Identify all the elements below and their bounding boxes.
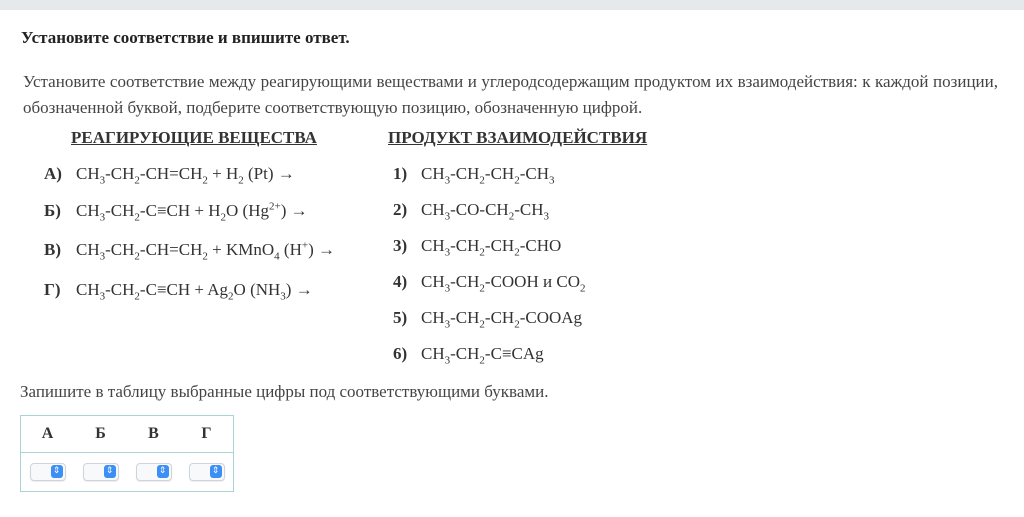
answer-header-b: Б <box>95 425 106 442</box>
answer-select-b[interactable] <box>83 463 119 481</box>
reactant-formula: $CH_3-CH_2-CH=CH_2 + H_2$ (Pt) → <box>76 164 295 187</box>
reactant-row-b <box>44 200 308 224</box>
reactant-key: Б) <box>44 201 61 220</box>
answer-cell-a <box>21 453 75 492</box>
task-instructions: Установите соответствие между реагирующими веществами и углеродсодержащим продуктом их взаимодействия: к каждой позиции, обозначенной буквой, подберите соответствующую позицию, обозначенную цифрой. <box>23 72 998 117</box>
reactant-row-a <box>44 164 295 187</box>
answer-select-v[interactable] <box>136 463 172 481</box>
answer-header-v: В <box>148 425 159 442</box>
top-bar <box>0 0 1024 10</box>
answer-header-a: А <box>41 425 54 442</box>
answer-cell-b <box>74 453 127 492</box>
product-key: 4) <box>393 272 408 291</box>
answer-table <box>20 415 234 492</box>
product-key: 5) <box>393 308 408 327</box>
answer-header-g: Г <box>201 425 212 442</box>
product-row-2 <box>393 200 549 223</box>
reactant-key: В) <box>44 240 61 259</box>
reactants-column-header: РЕАГИРУЮЩИЕ ВЕЩЕСТВА <box>71 128 317 147</box>
product-key: 1) <box>393 164 408 183</box>
answer-cell-v <box>127 453 180 492</box>
product-row-4 <box>393 272 586 295</box>
answer-instruction: Запишите в таблицу выбранные цифры под соответствующими буквами. <box>20 382 549 401</box>
products-column-header: ПРОДУКТ ВЗАИМОДЕЙСТВИЯ <box>388 128 648 147</box>
product-row-5 <box>393 308 583 331</box>
updown-chevron-icon: ⇕ <box>51 465 63 478</box>
product-formula: $CH_3-CH_2-CH_2$-COOAg <box>421 308 583 331</box>
reactant-row-v <box>44 239 335 263</box>
reactant-formula: $CH_3-CH_2-C\equiv CH + H_2O$ $(Hg^{2+})$ → <box>76 200 308 224</box>
product-formula: $CH_3-CH_2-C\equiv CAg$ <box>421 344 544 367</box>
reactant-key: Г) <box>44 280 61 299</box>
reactant-formula: $CH_3-CH_2-CH=CH_2$ + KMnO$_4$ (H+) → <box>76 239 335 263</box>
reactant-formula: $CH_3-CH_2-C\equiv CH + Ag_2O$ $(NH_3)$ → <box>76 280 313 303</box>
answer-cell-g <box>180 453 234 492</box>
product-row-3 <box>393 236 562 259</box>
product-key: 6) <box>393 344 408 363</box>
updown-chevron-icon: ⇕ <box>157 465 169 478</box>
product-formula: $CH_3-CO-CH_2-CH_3$ <box>421 200 549 223</box>
product-formula: $CH_3-CH_2$-COOH и $CO_2$ <box>421 272 586 295</box>
product-key: 3) <box>393 236 408 255</box>
reactant-row-g <box>44 280 313 303</box>
product-formula: $CH_3-CH_2-CH_2$-CHO <box>421 236 562 259</box>
product-key: 2) <box>393 200 408 219</box>
answer-select-g[interactable] <box>189 463 225 481</box>
task-heading: Установите соответствие и впишите ответ. <box>21 28 350 47</box>
product-formula: $CH_3-CH_2-CH_2-CH_3$ <box>421 164 555 187</box>
answer-select-a[interactable] <box>30 463 66 481</box>
product-row-1 <box>393 164 555 187</box>
product-row-6 <box>393 344 544 367</box>
reactant-key: А) <box>44 164 62 183</box>
updown-chevron-icon: ⇕ <box>210 465 222 478</box>
updown-chevron-icon: ⇕ <box>104 465 116 478</box>
